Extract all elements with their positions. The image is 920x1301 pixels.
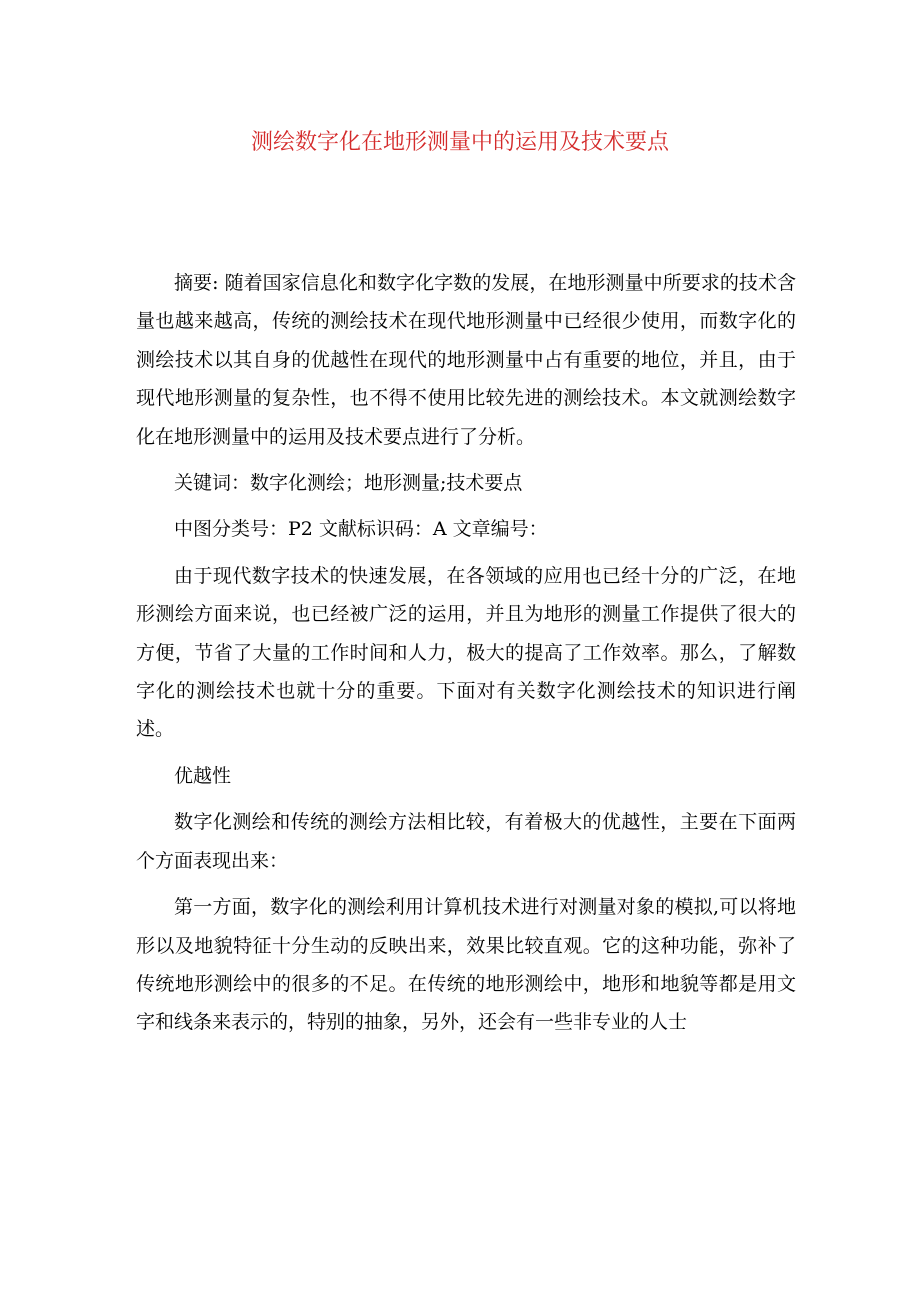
abstract-paragraph: 摘要: 随着国家信息化和数字化字数的发展，在地形测量中所要求的技术含量也越来越高，传统的测绘技术在现代地形测量中已经很少使用，而数字化的测绘技术以其自身的优越性在现代的地形测量中占有重要的地位，并且，由于现代地形测量的复杂性，也不得不使用比较先进的测绘技术。本文就测绘数字化在地形测量中的运用及技术要点进行了分析。 (136, 272, 796, 448)
classification-line: 中图分类号：P2 文献标识码：A 文章编号： (174, 518, 548, 541)
keywords-line: 关键词：数字化测绘；地形测量;技术要点 (174, 472, 523, 495)
first-aspect-paragraph: 第一方面，数字化的测绘利用计算机技术进行对测量对象的模拟,可以将地形以及地貌特征十分生动的反映出来，效果比较直观。它的这种功能，弥补了传统地形测绘中的很多的不足。在传统的地形测绘中，地形和地貌等都是用文字和线条来表示的，特别的抽象，另外，还会有一些非专业的人士 (136, 896, 796, 1034)
intro-paragraph: 由于现代数字技术的快速发展，在各领域的应用也已经十分的广泛，在地形测绘方面来说，也已经被广泛的运用，并且为地形的测量工作提供了很大的方便，节省了大量的工作时间和人力，极大的提高了工作效率。那么，了解数字化的测绘技术也就十分的重要。下面对有关数字化测绘技术的知识进行阐述。 (136, 564, 796, 741)
document-body (136, 264, 796, 1050)
section-heading-advantages: 优越性 (174, 764, 232, 787)
document-title: 测绘数字化在地形测量中的运用及技术要点 (250, 130, 669, 155)
advantages-paragraph: 数字化测绘和传统的测绘方法相比较，有着极大的优越性，主要在下面两个方面表现出来： (136, 811, 796, 872)
